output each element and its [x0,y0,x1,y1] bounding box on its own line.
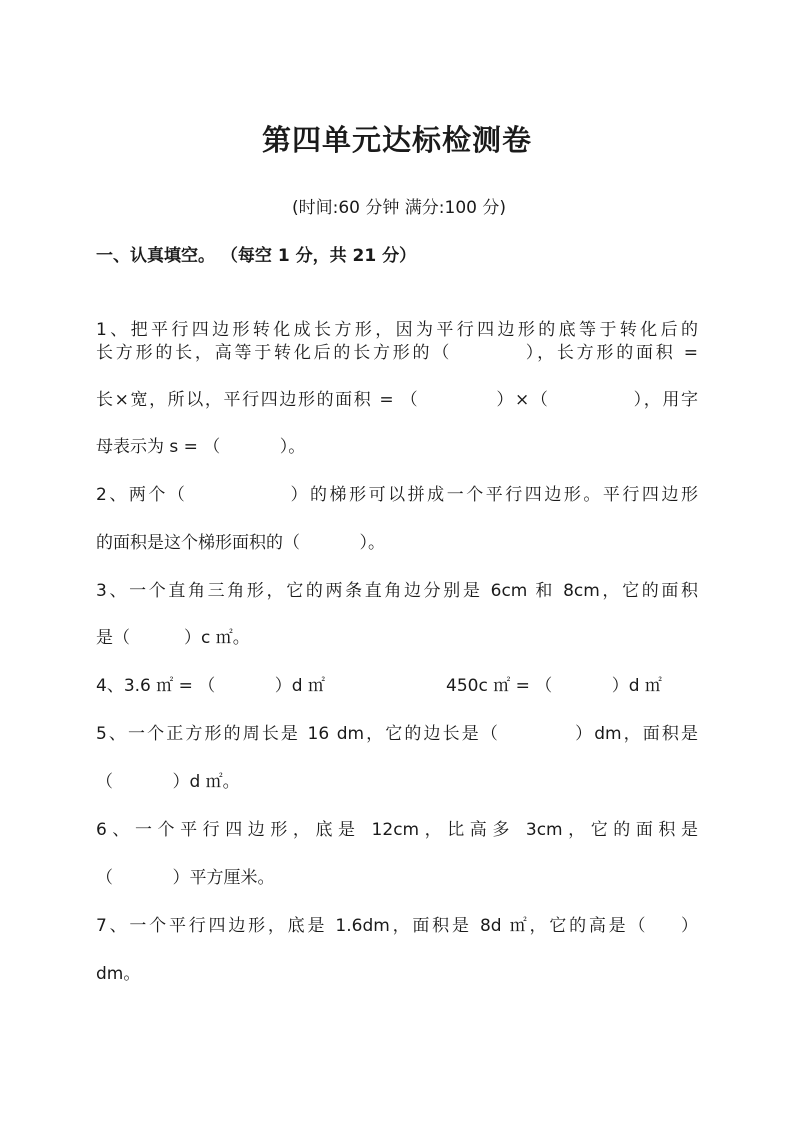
question-1-line-1: 1、把平行四边形转化成长方形，因为平行四边形的底等于转化后的 [96,320,698,340]
question-5-line-2: （ ）d ㎡。 [96,772,240,792]
question-5-line-1: 5、一个正方形的周长是 16 dm，它的边长是（ ）dm，面积是 [96,724,698,744]
question-1-line-2: 长方形的长，高等于转化后的长方形的（ ），长方形的面积 = [96,343,698,363]
question-2-line-1: 2、两个（ ）的梯形可以拼成一个平行四边形。平行四边形 [96,485,698,505]
exam-info: (时间:60 分钟 满分:100 分) [291,198,506,218]
question-7-line-2: dm。 [96,964,141,984]
question-7-line-1: 7、一个平行四边形，底是 1.6dm，面积是 8d ㎡，它的高是（ ） [96,916,698,936]
question-1-line-3: 长×宽，所以，平行四边形的面积 = （ ）×（ ），用字 [96,390,698,410]
question-4-part-2: 450c ㎡ = （ ）d ㎡ [446,676,662,696]
question-2-line-2: 的面积是这个梯形面积的（ ）。 [96,533,385,553]
question-3-line-1: 3、一个直角三角形，它的两条直角边分别是 6cm 和 8cm，它的面积 [96,581,698,601]
question-4-part-1: 4、3.6 ㎡ = （ ）d ㎡ [96,676,325,696]
question-6-line-2: （ ）平方厘米。 [96,868,275,888]
page-title: 第四单元达标检测卷 [261,123,532,157]
question-6-line-1: 6、一个平行四边形，底是 12cm，比高多 3cm，它的面积是 [96,820,698,840]
question-3-line-2: 是（ ）c ㎡。 [96,628,250,648]
section-heading: 一、认真填空。 （每空 1 分，共 21 分） [96,246,417,266]
question-1-line-4: 母表示为 s = （ ）。 [96,437,306,457]
